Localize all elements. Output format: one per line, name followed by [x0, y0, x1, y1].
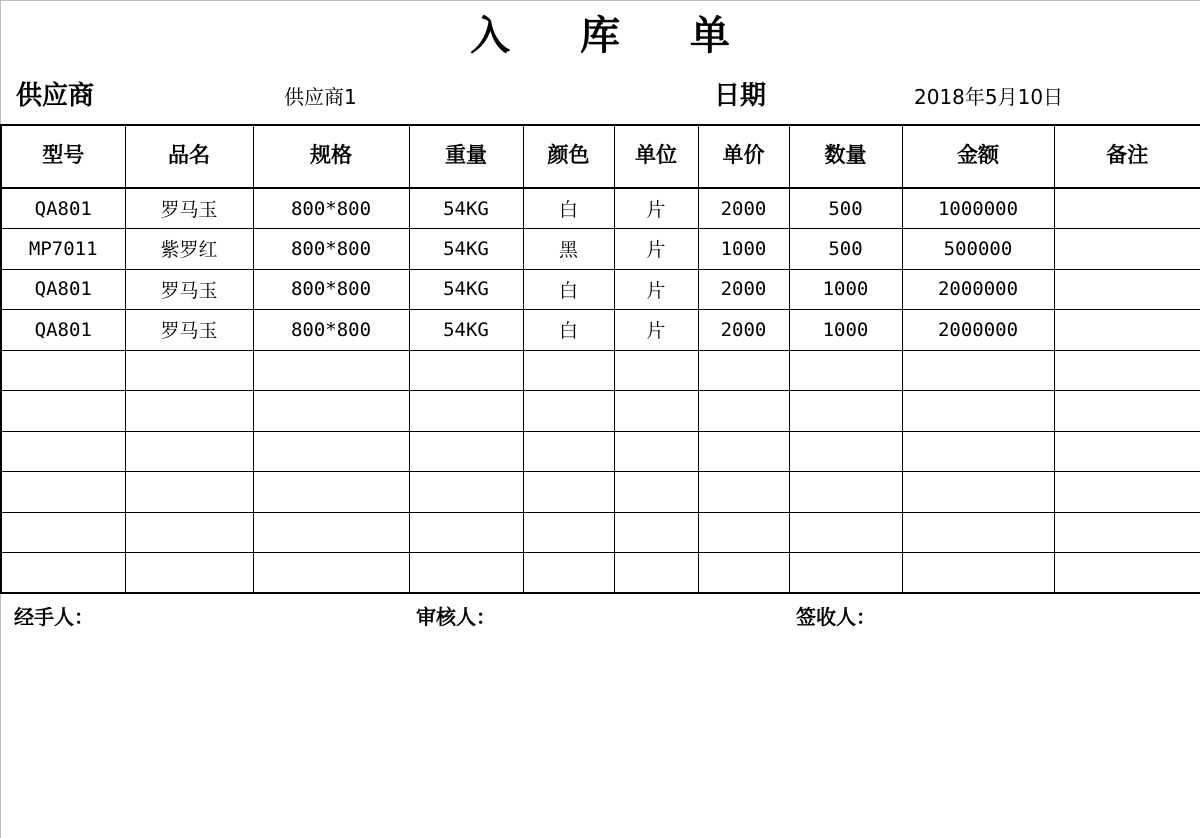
table-cell[interactable]: 2000 [698, 188, 789, 229]
table-cell[interactable] [1054, 350, 1200, 391]
table-cell[interactable]: QA801 [1, 188, 125, 229]
table-cell[interactable]: 800*800 [253, 310, 409, 351]
table-cell[interactable]: 2000000 [902, 269, 1054, 310]
table-cell[interactable]: 54KG [409, 229, 523, 270]
table-cell[interactable] [1054, 391, 1200, 432]
table-cell[interactable] [409, 553, 523, 594]
table-cell[interactable] [1054, 553, 1200, 594]
table-cell[interactable] [409, 472, 523, 513]
table-cell[interactable] [698, 553, 789, 594]
table-cell[interactable] [409, 512, 523, 553]
table-cell[interactable]: 罗马玉 [125, 188, 253, 229]
table-cell[interactable]: 1000000 [902, 188, 1054, 229]
table-cell[interactable] [614, 553, 698, 594]
table-cell[interactable] [614, 350, 698, 391]
table-cell[interactable] [789, 512, 902, 553]
table-cell[interactable] [253, 553, 409, 594]
table-cell[interactable]: 罗马玉 [125, 310, 253, 351]
table-row [1, 472, 1200, 513]
table-cell[interactable]: QA801 [1, 269, 125, 310]
column-header-unit: 单位 [614, 125, 698, 188]
inbound-table [0, 124, 1200, 594]
table-cell[interactable] [698, 512, 789, 553]
table-cell[interactable] [1, 472, 125, 513]
table-cell[interactable]: 白 [523, 188, 614, 229]
table-cell[interactable] [698, 472, 789, 513]
table-cell[interactable] [523, 391, 614, 432]
table-cell[interactable]: 1000 [698, 229, 789, 270]
table-cell[interactable]: 800*800 [253, 269, 409, 310]
table-cell[interactable] [1054, 512, 1200, 553]
table-cell[interactable] [698, 350, 789, 391]
table-cell[interactable] [614, 431, 698, 472]
table-row [1, 553, 1200, 594]
table-cell[interactable]: 500 [789, 229, 902, 270]
column-header-unit-price: 单价 [698, 125, 789, 188]
column-header-color: 颜色 [523, 125, 614, 188]
table-cell[interactable]: 500 [789, 188, 902, 229]
table-cell[interactable] [1054, 188, 1200, 229]
table-cell[interactable] [902, 512, 1054, 553]
table-cell[interactable] [523, 350, 614, 391]
table-row [1, 431, 1200, 472]
table-cell[interactable] [1, 553, 125, 594]
table-body [1, 188, 1200, 593]
table-cell[interactable]: 片 [614, 310, 698, 351]
table-cell[interactable]: 黑 [523, 229, 614, 270]
table-cell[interactable] [789, 472, 902, 513]
table-cell[interactable] [1054, 229, 1200, 270]
table-cell[interactable]: 片 [614, 269, 698, 310]
table-cell[interactable]: 54KG [409, 188, 523, 229]
table-cell[interactable] [409, 431, 523, 472]
table-cell[interactable] [902, 391, 1054, 432]
table-cell[interactable]: 2000 [698, 269, 789, 310]
table-cell[interactable] [1, 431, 125, 472]
table-cell[interactable] [902, 553, 1054, 594]
table-cell[interactable] [1054, 431, 1200, 472]
table-cell[interactable]: 1000 [789, 269, 902, 310]
table-cell[interactable] [902, 431, 1054, 472]
table-cell[interactable]: 800*800 [253, 188, 409, 229]
table-row [1, 188, 1200, 229]
table-cell[interactable] [1054, 472, 1200, 513]
table-row [1, 391, 1200, 432]
table-cell[interactable] [523, 472, 614, 513]
reviewer-label: 审核人： [416, 605, 496, 629]
column-header-weight: 重量 [409, 125, 523, 188]
table-cell[interactable] [125, 472, 253, 513]
table-cell[interactable] [614, 391, 698, 432]
table-cell[interactable] [1, 350, 125, 391]
table-cell[interactable] [125, 350, 253, 391]
table-cell[interactable]: 2000000 [902, 310, 1054, 351]
column-header-spec: 规格 [253, 125, 409, 188]
table-cell[interactable] [125, 512, 253, 553]
column-header-model: 型号 [1, 125, 125, 188]
table-cell[interactable] [523, 431, 614, 472]
table-cell[interactable] [698, 391, 789, 432]
handler-label: 经手人： [14, 605, 94, 629]
table-cell[interactable] [902, 350, 1054, 391]
table-cell[interactable]: 54KG [409, 269, 523, 310]
table-cell[interactable]: QA801 [1, 310, 125, 351]
table-cell[interactable] [409, 391, 523, 432]
table-cell[interactable] [789, 350, 902, 391]
table-cell[interactable]: 白 [523, 310, 614, 351]
table-row [1, 269, 1200, 310]
column-header-amount: 金额 [902, 125, 1054, 188]
table-cell[interactable] [253, 391, 409, 432]
table-cell[interactable] [789, 431, 902, 472]
document-title: 入 库 单 [470, 12, 758, 59]
table-cell[interactable] [253, 472, 409, 513]
table-cell[interactable]: 罗马玉 [125, 269, 253, 310]
table-row [1, 512, 1200, 553]
table-cell[interactable] [523, 553, 614, 594]
table-cell[interactable] [902, 472, 1054, 513]
table-cell[interactable] [698, 431, 789, 472]
date-label: 日期 [714, 81, 767, 111]
table-cell[interactable]: 800*800 [253, 229, 409, 270]
table-cell[interactable] [125, 391, 253, 432]
table-cell[interactable]: 片 [614, 188, 698, 229]
table-cell[interactable] [253, 350, 409, 391]
table-cell[interactable] [125, 553, 253, 594]
table-cell[interactable]: 白 [523, 269, 614, 310]
table-cell[interactable]: 2000 [698, 310, 789, 351]
table-cell[interactable]: 500000 [902, 229, 1054, 270]
table-cell[interactable] [1054, 269, 1200, 310]
table-cell[interactable]: 紫罗红 [125, 229, 253, 270]
table-cell[interactable] [409, 350, 523, 391]
table-cell[interactable] [1054, 310, 1200, 351]
column-header-quantity: 数量 [789, 125, 902, 188]
table-cell[interactable] [789, 391, 902, 432]
date-value[interactable]: 2018年5月10日 [914, 85, 1064, 109]
table-row [1, 310, 1200, 351]
table-cell[interactable]: MP7011 [1, 229, 125, 270]
table-row [1, 350, 1200, 391]
table-cell[interactable] [125, 431, 253, 472]
table-cell[interactable] [1, 512, 125, 553]
table-cell[interactable] [1, 391, 125, 432]
table-cell[interactable] [253, 512, 409, 553]
table-cell[interactable]: 1000 [789, 310, 902, 351]
table-cell[interactable] [789, 553, 902, 594]
table-header-row [1, 125, 1200, 188]
table-cell[interactable]: 54KG [409, 310, 523, 351]
table-cell[interactable] [253, 431, 409, 472]
supplier-label: 供应商 [16, 81, 95, 111]
supplier-value[interactable]: 供应商1 [284, 85, 357, 109]
column-header-remarks: 备注 [1054, 125, 1200, 188]
table-cell[interactable]: 片 [614, 229, 698, 270]
column-header-product-name: 品名 [125, 125, 253, 188]
table-cell[interactable] [523, 512, 614, 553]
table-row [1, 229, 1200, 270]
table-cell[interactable] [614, 472, 698, 513]
receiver-label: 签收人： [796, 605, 876, 629]
table-cell[interactable] [614, 512, 698, 553]
